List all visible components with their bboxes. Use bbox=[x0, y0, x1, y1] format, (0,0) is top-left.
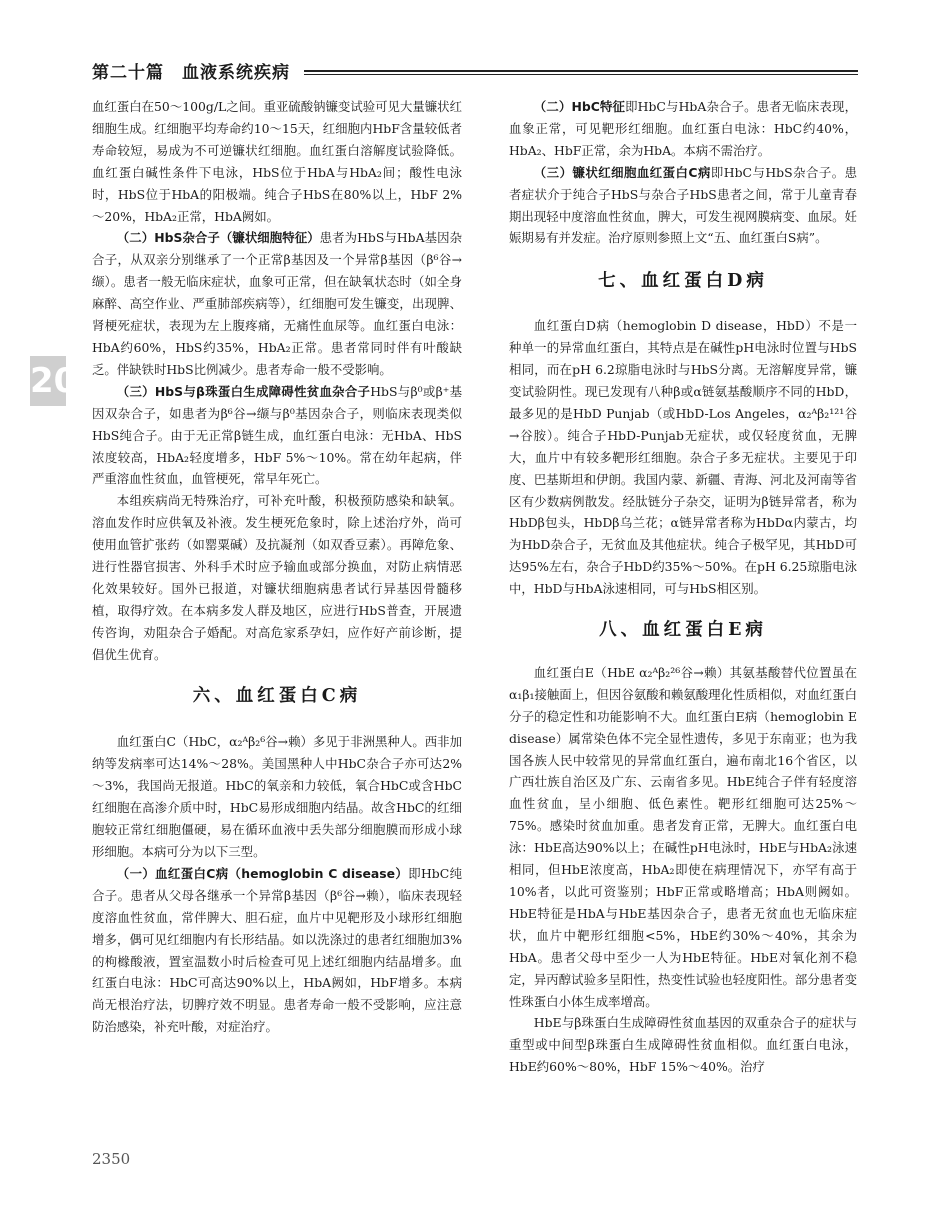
left-column bbox=[92, 96, 462, 1038]
paragraph: 血红蛋白D病（hemoglobin D disease，HbD）不是一种单一的异常血红蛋白，其特点是在碱性pH电泳时位置与HbS相同，而在pH 6.2琼脂电泳时与HbS分离。无溶解度异常，镰变试验阴性。现已发现有八种β或α链氨基酸顺序不同的HbD，最多见的是HbD Punjab（或HbD-Los Angeles，α₂ᴬβ₂¹²¹谷→谷胺）。纯合子HbD-Punjab无症状，或仅轻度贫血，无脾大，血片中有较多靶形红细胞。杂合子多无症状。主要见于印度、巴基斯坦和伊朗。我国内蒙、新疆、青海、河北及河南等省区有少数病例散发。经肽链分子杂交，证明为β链异常者，称为HbDβ包头，HbDβ乌兰花；α链异常者称为HbDα内蒙古，均为HbD杂合子，无贫血及其他症状。纯合子极罕见，其HbD可达95%左右，杂合子HbD约35%～50%。在pH 6.25琼脂电泳中，HbD与HbA泳速相同，可与HbS相区别。 bbox=[509, 318, 857, 597]
header-rule bbox=[304, 70, 858, 72]
subheading: （一）血红蛋白C病（hemoglobin C disease） bbox=[116, 865, 409, 881]
section-heading: 八、血红蛋白E病 bbox=[599, 620, 767, 641]
header-rule-thin bbox=[304, 74, 858, 75]
subheading: （三）镰状红细胞血红蛋白C病 bbox=[533, 164, 711, 180]
paragraph: HbE与β珠蛋白生成障碍性贫血基因的双重杂合子的症状与重型或中间型β珠蛋白生成障碍性贫血相似。血红蛋白电泳，HbE约60%～80%，HbF 15%～40%。治疗 bbox=[509, 1015, 857, 1075]
page-header bbox=[92, 58, 858, 84]
subheading: （二）HbC特征 bbox=[533, 99, 626, 114]
paragraph: 本组疾病尚无特殊治疗，可补充叶酸，积极预防感染和缺氧。溶血发作时应供氧及补液。发生梗死危象时，除上述治疗外，尚可使用血管扩张药（如罂粟碱）及抗凝剂（如双香豆素）。再障危象、进行性器官损害、外科手术时应予输血或部分换血，对防止病情恶化效果较好。国外已报道，对镰状细胞病患者试行异基因骨髓移植，取得疗效。在本病多发人群及地区，应进行HbS普查，开展遗传咨询，劝阻杂合子婚配。对高危家系孕妇，应作好产前诊断，提倡优生优育。 bbox=[92, 493, 462, 662]
paragraph: （二）HbC特征即HbC与HbA杂合子。患者无临床表现，血象正常，可见靶形红细胞。血红蛋白电泳：HbC约40%，HbA₂、HbF正常，余为HbA。本病不需治疗。 bbox=[509, 99, 857, 158]
section-heading: 七、血红蛋白D病 bbox=[598, 271, 768, 292]
section-heading: 六、血红蛋白C病 bbox=[192, 685, 362, 706]
paragraph: 血红蛋白在50～100g/L之间。重亚硫酸钠镰变试验可见大量镰状红细胞生成。红细胞平均寿命约10～15天，红细胞内HbF含量较低者寿命较短，易成为不可逆镰状红细胞。血红蛋白溶解度试验降低。血红蛋白碱性条件下电泳，HbS位于HbA与HbA₂间；酸性电泳时，HbS位于HbA的阳极端。纯合子HbS在80%以上，HbF 2%～20%，HbA₂正常，HbA阙如。 bbox=[92, 99, 462, 224]
paragraph: （二）HbS杂合子（镰状细胞特征）患者为HbS与HbA基因杂合子，从双亲分别继承了一个正常β基因及一个异常β基因（β⁶谷→缬）。患者一般无临床症状，血象可正常，但在缺氧状态时（如全身麻醉、高空作业、严重肺部疾病等），红细胞可发生镰变，出现脾、肾梗死症状，表现为左上腹疼痛，无痛性血尿等。血红蛋白电泳：HbA约60%，HbS约35%，HbA₂正常。患者常同时伴有叶酸缺乏。伴缺铁时HbS比例减少。患者寿命一般不受影响。 bbox=[92, 230, 462, 377]
right-column bbox=[509, 96, 857, 1078]
running-title: 第二十篇 血液系统疾病 bbox=[92, 63, 290, 83]
paragraph: （三）HbS与β珠蛋白生成障碍性贫血杂合子HbS与β⁰或β⁺基因双杂合子，如患者为β⁶谷→缬与β⁰基因杂合子，则临床表现类似HbS纯合子。由于无正常β链生成，血红蛋白电泳：无HbA、HbS浓度较高，HbA₂轻度增多，HbF 5%～10%。常在幼年起病，伴严重溶血性贫血，血管梗死，常早年死亡。 bbox=[92, 383, 462, 487]
paragraph: 血红蛋白E（HbE α₂ᴬβ₂²⁶谷→赖）其氨基酸替代位置虽在α₁β₁接触面上，但因谷氨酸和赖氨酸理化性质相似，对血红蛋白分子的稳定性和功能影响不大。血红蛋白E病（hemoglobin E disease）属常染色体不完全显性遗传，多见于东南亚；也为我国各族人民中较常见的异常血红蛋白，遍布南北16个省区，以广西壮族自治区及广东、云南省多见。HbE纯合子伴有轻度溶血性贫血，呈小细胞、低色素性。靶形红细胞可达25%～75%。感染时贫血加重。患者发育正常，无脾大。血红蛋白电泳：HbE高达90%以上；在碱性pH电泳时，HbE与HbA₂泳速相同，但HbE浓度高，HbA₂即使在病理情况下，亦罕有高于10%者，以此可资鉴别；HbF正常或略增高；HbA则阙如。HbE特征是HbA与HbE基因杂合子，患者无贫血也无临床症状，血片中靶形红细胞<5%，HbE约30%～40%，其余为HbA。患者父母中至少一人为HbE特征。HbE对氧化剂不稳定，异丙醇试验多呈阳性，热变性试验也轻度阳性。部分患者变性珠蛋白小体生成率增高。 bbox=[509, 664, 857, 1009]
section-tab-number: 20 bbox=[30, 356, 66, 406]
page-number: 2350 bbox=[92, 1150, 131, 1168]
subheading: （三）HbS与β珠蛋白生成障碍性贫血杂合子 bbox=[116, 383, 371, 399]
paragraph: 血红蛋白C（HbC，α₂ᴬβ₂⁶谷→赖）多见于非洲黑种人。西非加纳等发病率可达14%～28%。美国黑种人中HbC杂合子亦可达2%～3%，我国尚无报道。HbC的氧亲和力较低，氧合HbC或含HbC红细胞在高渗介质中时，HbC易形成细胞内结晶。故含HbC的红细胞较正常红细胞僵硬，易在循环血液中丢失部分细胞膜而形成小球形细胞。本病可分为以下三型。 bbox=[92, 734, 462, 859]
subheading: （二）HbS杂合子（镰状细胞特征） bbox=[116, 230, 320, 246]
paragraph: （一）血红蛋白C病（hemoglobin C disease）即HbC纯合子。患者从父母各继承一个异常β基因（β⁶谷→赖），临床表现轻度溶血性贫血，常伴脾大、胆石症，血片中见靶形及小球形红细胞增多，偶可见红细胞内有长形结晶。如以洗涤过的患者红细胞加3%的枸橼酸液，置室温数小时后检查可见上述红细胞内结晶增多。血红蛋白电泳：HbC可高达90%以上，HbA阙如，HbF增多。本病尚无根治疗法，切脾疗效不明显。患者寿命一般不受影响，应注意防治感染，补充叶酸，对症治疗。 bbox=[92, 865, 462, 1035]
paragraph: （三）镰状红细胞血红蛋白C病即HbC与HbS杂合子。患者症状介于纯合子HbS与杂合子HbS患者之间，常于儿童青春期出现轻中度溶血性贫血，脾大，可发生视网膜病变、血尿。妊娠期易有并发症。治疗原则参照上文“五、血红蛋白S病”。 bbox=[509, 164, 857, 246]
